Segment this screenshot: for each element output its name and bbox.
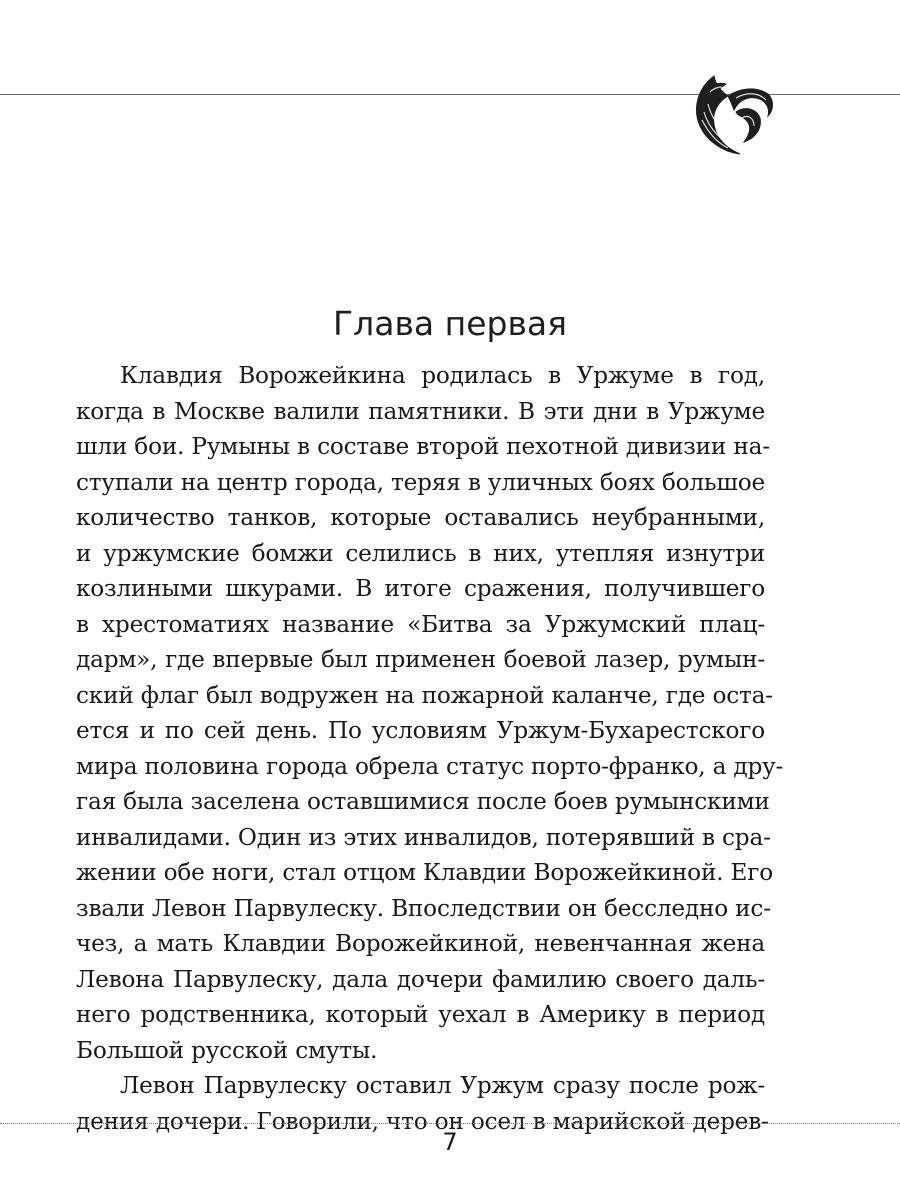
text-line: мира половина города обрела статус порто-франко, а дру- [76,752,784,780]
text-line: ский флаг был водружен на пожарной каланче, где оста- [76,681,773,709]
swirl-ornament-icon [686,68,776,160]
text-line: Левон Парвулеску оставил Уржум сразу после рож- [120,1072,765,1099]
text-line: него родственника, который уехал в Америку в период [76,1001,765,1028]
text-line: ступали на центр города, теряя в уличных боях большое [76,468,765,496]
chapter-body-text [76,358,784,1139]
text-line: шли бои. Румыны в составе второй пехотной дивизии на- [76,433,770,460]
text-line: Левона Парвулеску, дала дочери фамилию своего даль- [76,965,765,993]
text-line: ется и по сей день. По условиям Уржум-Бухарестского [76,717,765,744]
text-line: когда в Москве валили памятники. В эти дни в Уржуме [76,397,765,425]
text-line: Клавдия Ворожейкина родилась в Уржуме в год, [120,362,765,389]
text-line: дарм», где впервые был применен боевой лазер, румын- [76,646,765,673]
text-line: козлиными шкурами. В итоге сражения, получившего [76,575,765,602]
text-line: чез, а мать Клавдии Ворожейкиной, невенчанная жена [76,930,765,957]
chapter-title: Глава первая [333,304,567,343]
text-line: жении обе ноги, стал отцом Клавдии Ворожейкиной. Его [76,859,773,886]
text-line: звали Левон Парвулеску. Впоследствии он бесследно ис- [76,894,771,922]
text-line: в хрестоматиях название «Битва за Уржумский плац- [76,610,765,638]
text-line: инвалидами. Один из этих инвалидов, потерявший в сра- [76,823,771,851]
text-line: гая была заселена оставшимися после боев румынскими [76,788,770,815]
footer-rule [0,1123,900,1124]
text-line: Большой русской смуты. [76,1036,378,1064]
text-line: и уржумские бомжи селились в них, утепляя изнутри [76,539,765,567]
text-line: дения дочери. Говорили, что он осел в марийской дерев- [76,1107,769,1135]
page-number: 7 [442,1128,458,1156]
text-line: количество танков, которые оставались неубранными, [76,504,765,531]
